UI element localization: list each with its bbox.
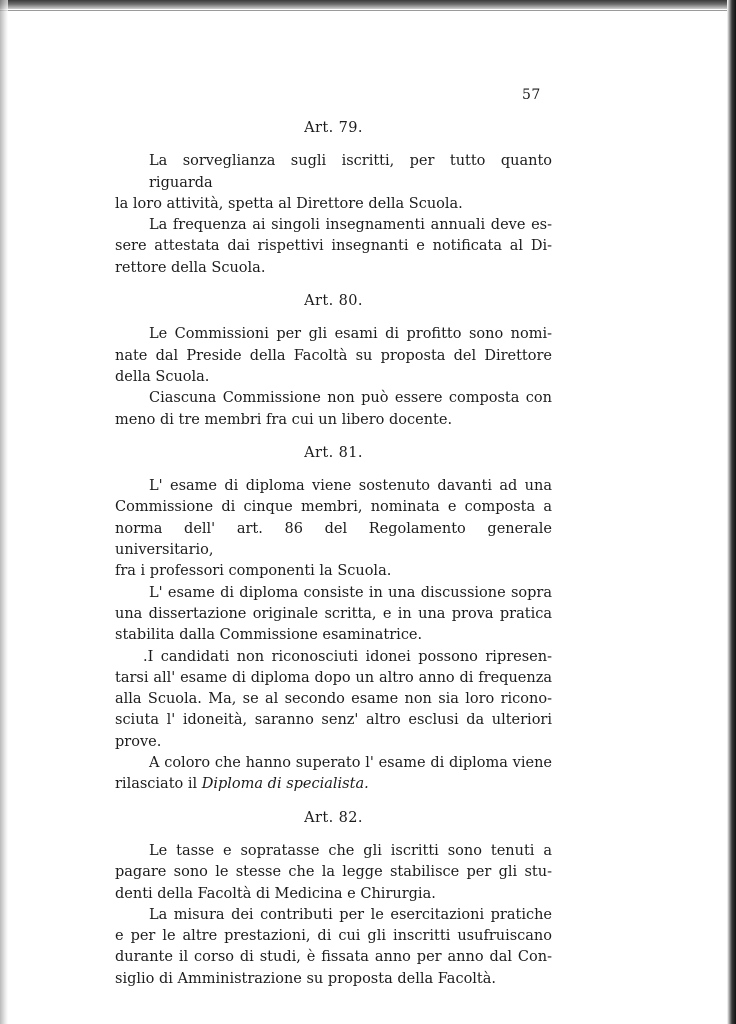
text-line: tarsi all' esame di diploma dopo un altro anno di frequenza <box>115 669 552 686</box>
text-line: L' esame di diploma consiste in una discussione sopra <box>149 584 552 601</box>
scan-top-edge <box>0 0 736 9</box>
text-line-with-italic <box>115 774 552 795</box>
text-line: alla Scuola. Ma, se al secondo esame non sia loro ricono- <box>115 691 552 708</box>
text-line: rettore della Scuola. <box>115 259 266 276</box>
text-line: stabilita dalla Commissione esaminatrice. <box>115 627 423 644</box>
text-line: fra i professori componenti la Scuola. <box>115 563 392 580</box>
text-line: prove. <box>115 733 162 750</box>
article-81 <box>115 443 552 796</box>
text-line: della Scuola. <box>115 368 210 385</box>
article-80 <box>115 291 552 431</box>
scan-right-edge <box>727 0 736 1024</box>
text-line: pagare sono le stesse che la legge stabilisce per gli stu- <box>115 864 552 881</box>
text-line: nate dal Preside della Facoltà su proposta del Direttore <box>115 347 552 364</box>
article-79 <box>115 118 552 279</box>
text-line: la loro attività, spetta al Direttore della Scuola. <box>115 195 463 212</box>
text-line: A coloro che hanno superato l' esame di diploma viene <box>149 755 552 772</box>
text-line: La misura dei contributi per le esercitazioni pratiche <box>149 906 552 923</box>
text-line: siglio di Amministrazione su proposta della Facoltà. <box>115 970 497 987</box>
text-line: una dissertazione originale scritta, e in una prova pratica <box>115 605 552 622</box>
article-heading: Art. 79. <box>304 120 363 136</box>
text-line: sciuta l' idoneità, saranno senz' altro esclusi da ulteriori <box>115 712 552 729</box>
text-fragment: rilasciato il <box>115 776 198 793</box>
text-line: e per le altre prestazioni, di cui gli inscritti usufruiscano <box>115 928 552 945</box>
text-line: L' esame di diploma viene sostenuto davanti ad una <box>149 478 552 495</box>
text-column <box>115 118 552 1002</box>
text-line: Ciascuna Commissione non può essere composta con <box>149 390 552 407</box>
italic-term: Diploma di specialista. <box>201 776 369 793</box>
text-line: Le Commissioni per gli esami di profitto sono nomi- <box>149 326 552 343</box>
text-line: La frequenza ai singoli insegnamenti annuali deve es- <box>149 217 552 234</box>
text-line: Commissione di cinque membri, nominata e composta a <box>115 499 552 516</box>
article-heading: Art. 82. <box>304 809 363 826</box>
article-82 <box>115 808 552 990</box>
scan-top-line <box>0 10 736 11</box>
text-line: denti della Facoltà di Medicina e Chirurgia. <box>115 885 436 902</box>
page-number: 57 <box>522 87 541 103</box>
text-line: La sorveglianza sugli iscritti, per tutto quanto riguarda <box>149 153 552 191</box>
article-heading: Art. 81. <box>304 444 363 461</box>
text-line: durante il corso di studi, è fissata anno per anno dal Con- <box>115 949 552 966</box>
text-line: sere attestata dai rispettivi insegnanti e notificata al Di- <box>115 238 552 255</box>
text-line: norma dell' art. 86 del Regolamento generale universitario, <box>115 520 552 559</box>
article-heading: Art. 80. <box>304 293 363 310</box>
scan-left-edge <box>0 0 8 1024</box>
text-line: .I candidati non riconosciuti idonei possono ripresen- <box>143 648 552 665</box>
text-line: meno di tre membri fra cui un libero docente. <box>115 411 453 428</box>
text-line: Le tasse e sopratasse che gli iscritti sono tenuti a <box>149 842 552 859</box>
